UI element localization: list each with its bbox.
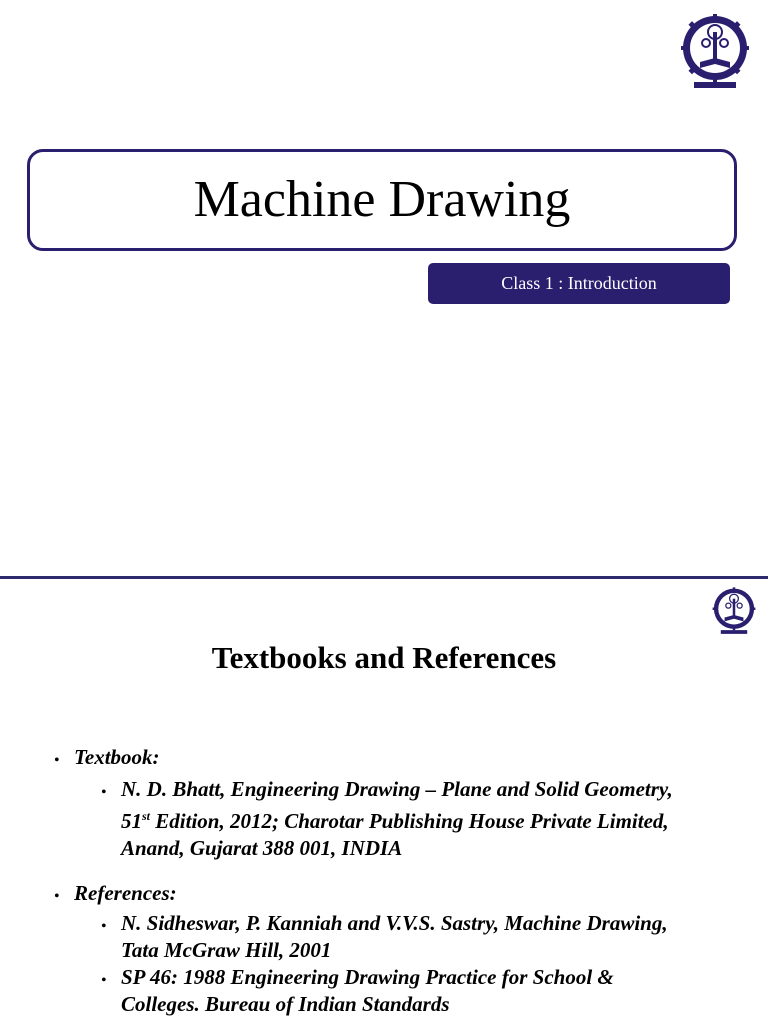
subtitle-text: Class 1 : Introduction [501, 273, 657, 293]
title-box [27, 149, 737, 251]
reference-item [121, 964, 715, 1018]
textbook-line-2: 51st Edition, 2012; Charotar Publishing House Private Limited, [121, 809, 669, 833]
reference-line-2: Tata McGraw Hill, 2001 [121, 938, 332, 962]
subtitle-badge [428, 263, 730, 304]
page-title: Machine Drawing [193, 171, 571, 228]
bullet: • [101, 918, 107, 935]
bullet: • [101, 972, 107, 989]
institute-emblem-icon [712, 584, 756, 636]
institute-emblem-icon [680, 10, 750, 90]
textbook-item [121, 776, 715, 862]
textbook-line-1: N. D. Bhatt, Engineering Drawing – Plane and Solid Geometry, [121, 777, 673, 801]
reference-line-2: Colleges. Bureau of Indian Standards [121, 992, 450, 1016]
bullet: • [101, 784, 107, 801]
slide-divider [0, 576, 768, 579]
reference-line-1: N. Sidheswar, P. Kanniah and V.V.S. Sastry, Machine Drawing, [121, 911, 668, 935]
bullet: • [54, 888, 60, 905]
bullet: • [54, 752, 60, 769]
reference-line-1: SP 46: 1988 Engineering Drawing Practice for School & [121, 965, 614, 989]
textbook-line-3: Anand, Gujarat 388 001, INDIA [121, 836, 403, 860]
textbook-label: Textbook: [74, 745, 160, 769]
section-heading: Textbooks and References [211, 640, 557, 675]
references-label: References: [74, 881, 177, 905]
reference-item [121, 910, 715, 964]
